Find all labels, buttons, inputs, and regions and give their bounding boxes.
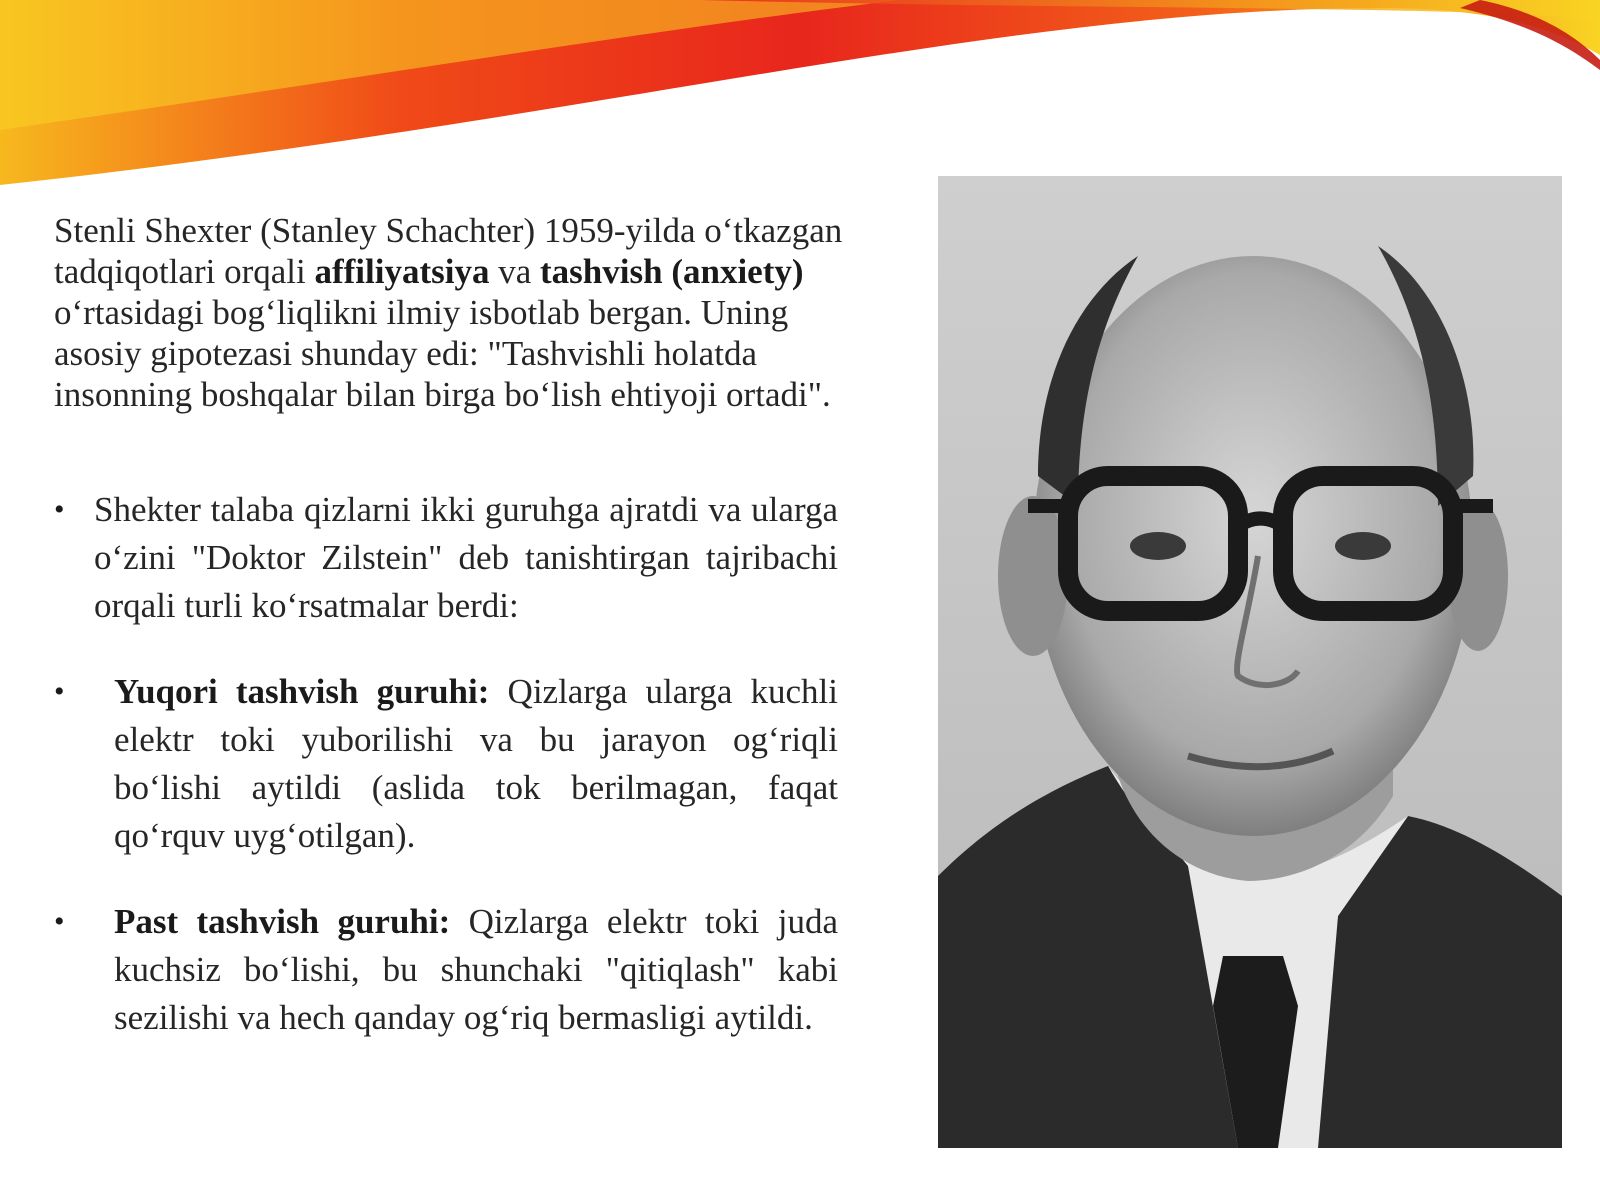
bullet-item-high-anxiety: [114, 668, 838, 860]
intro-text-1: Stenli Shexter (Stanley Schachter) 1959-yilda o‘tkazgan tadqiqotlari orqali: [54, 211, 843, 291]
bullet-marker-3: •: [54, 905, 65, 938]
bullet-item-low-anxiety: [114, 898, 838, 1042]
bullet-marker-2: •: [54, 675, 65, 708]
bullet-marker-1: •: [54, 493, 65, 526]
bullet-text-1: Shekter talaba qizlarni ikki guruhga ajratdi va ularga o‘zini "Doktor Zilstein" deb tanishtirgan tajribachi orqali turli ko‘rsatmalar berdi:: [94, 490, 838, 625]
bullet-text-2: Qizlarga ularga kuchli elektr toki yuborilishi va bu jarayon og‘riqli bo‘lishi aytildi (aslida tok berilmagan, faqat qo‘rquv uyg‘otilgan).: [114, 672, 838, 855]
bullet-item-experiment: [94, 486, 838, 630]
intro-bold-anxiety: tashvish (anxiety): [540, 252, 804, 291]
header-swoosh-decoration: [0, 0, 1600, 200]
intro-bold-affiliation: affiliyatsiya: [314, 252, 490, 291]
bullet-bold-low-anxiety: Past tashvish guruhi:: [114, 902, 451, 941]
bullet-text-3: Qizlarga elektr toki juda kuchsiz bo‘lishi, bu shunchaki "qitiqlash" kabi sezilishi va hech qanday og‘riq bermasligi aytildi.: [114, 902, 838, 1037]
intro-text-3: o‘rtasidagi bog‘liqlikni ilmiy isbotlab bergan. Uning asosiy gipotezasi shunday edi: "Tashvishli holatda insonning boshqalar bilan birga bo‘lish ehtiyoji ortadi".: [54, 293, 831, 414]
bullet-bold-high-anxiety: Yuqori tashvish guruhi:: [114, 672, 490, 711]
intro-paragraph: [54, 210, 854, 415]
portrait-photo: [938, 176, 1562, 1148]
intro-text-2: va: [489, 252, 541, 291]
